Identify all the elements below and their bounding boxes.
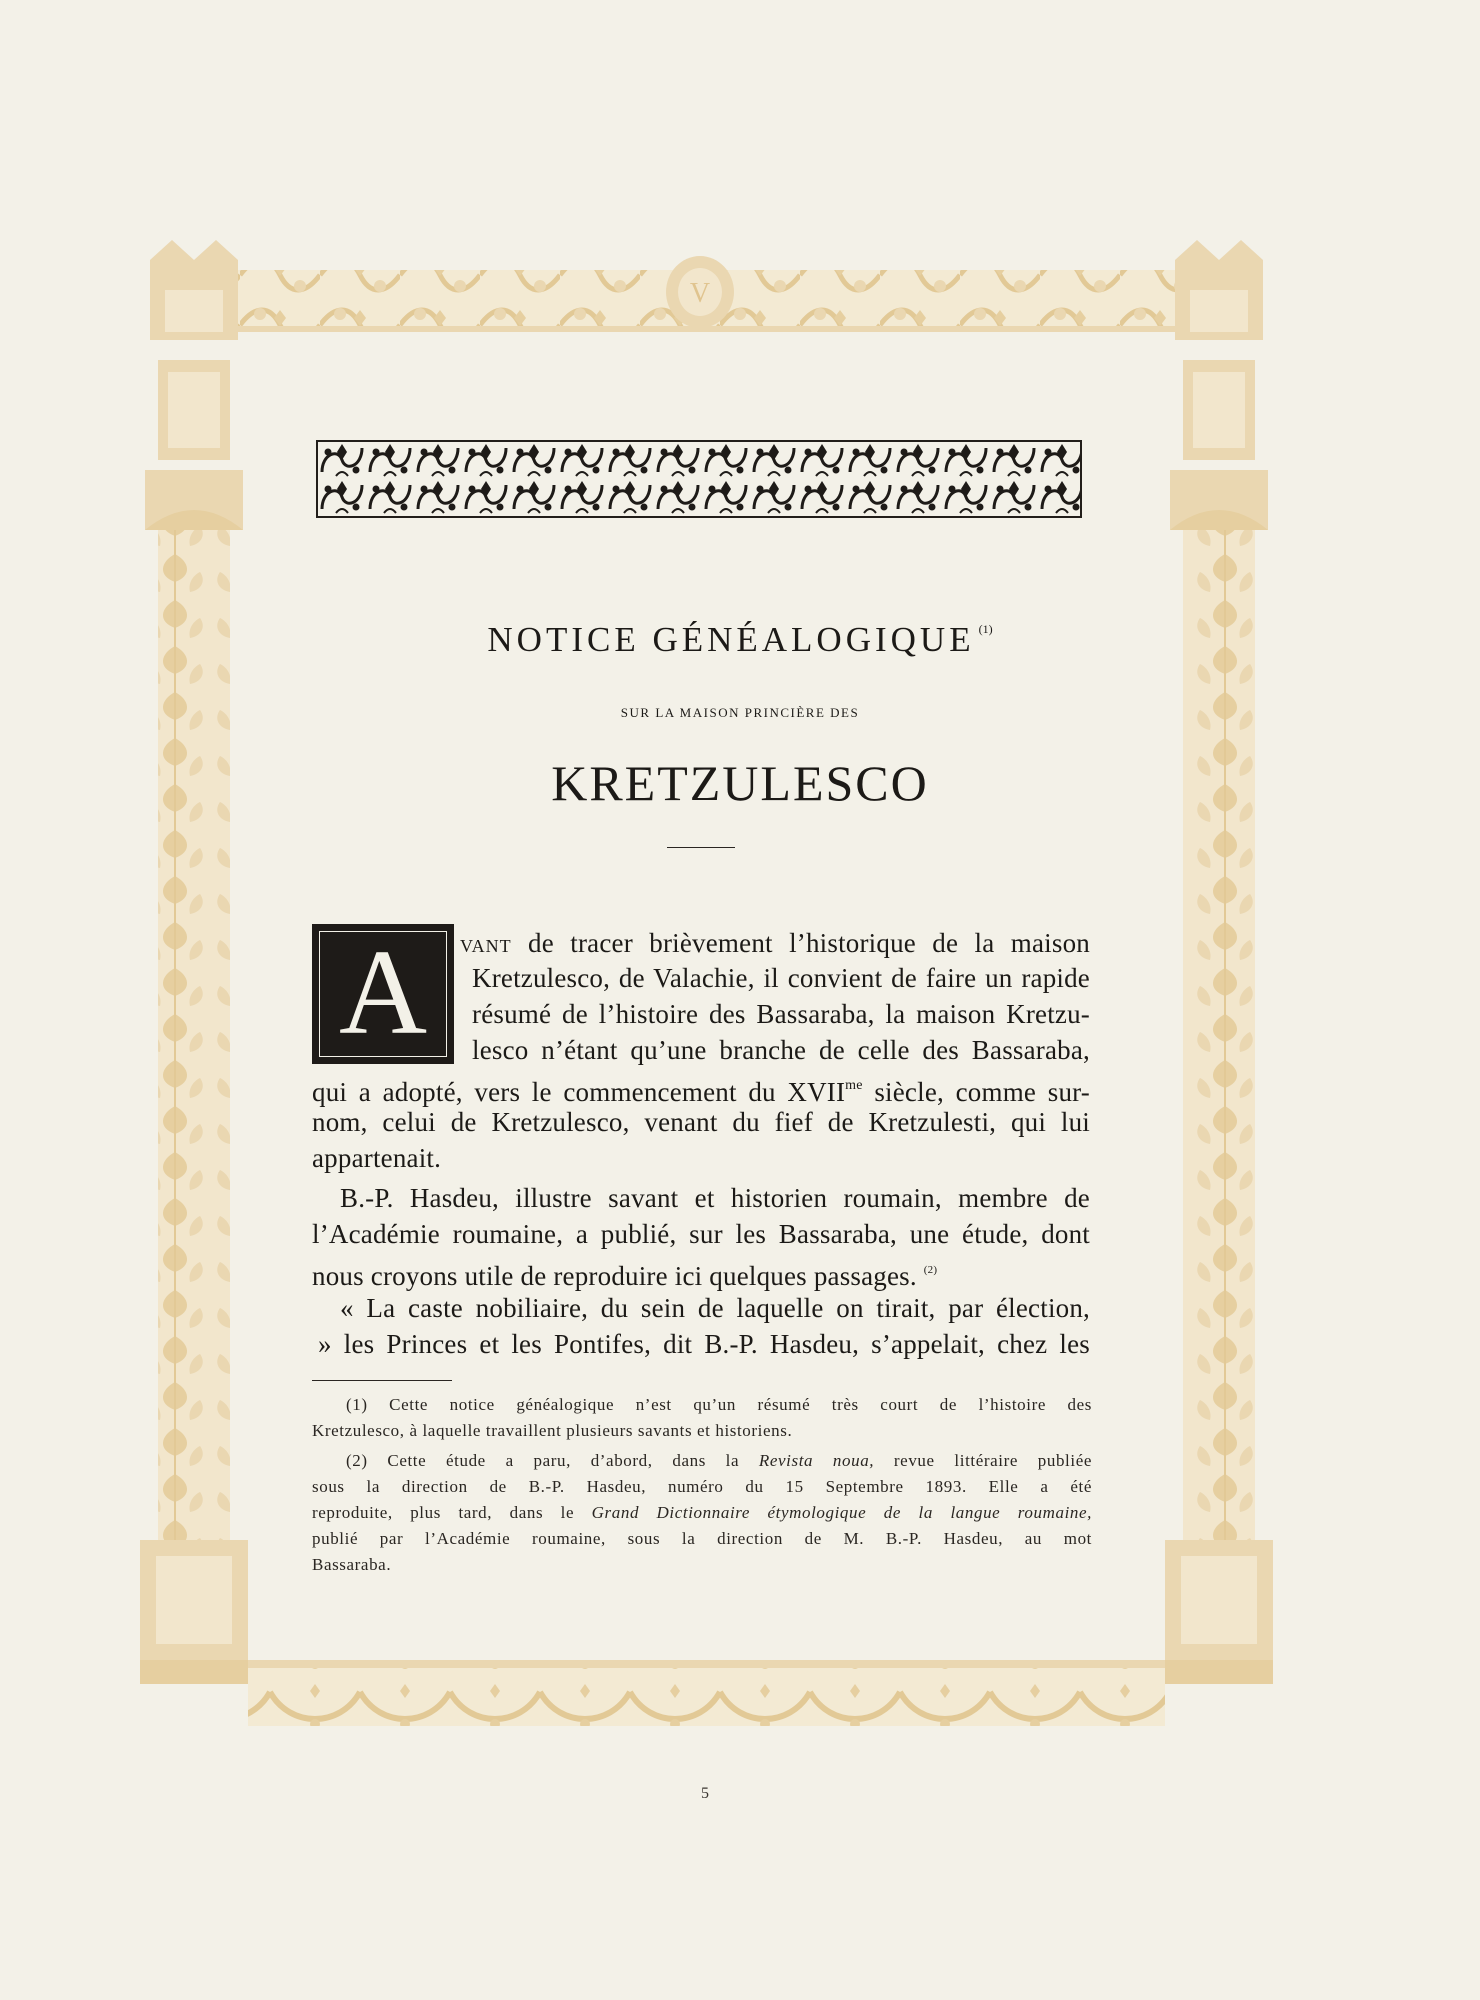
body-line: Kretzulesco, de Valachie, il convient de faire un rapide	[472, 963, 1090, 993]
footnote-line: Bassaraba.	[312, 1555, 392, 1574]
body-line: l’Académie roumaine, a publié, sur les Bassaraba, une étude, dont	[312, 1219, 1090, 1249]
document-title	[300, 620, 1180, 660]
body-line: B.-P. Hasdeu, illustre savant et historien roumain, membre de	[340, 1183, 1090, 1213]
headband-ornament	[316, 440, 1082, 518]
dropcap-initial	[312, 924, 454, 1064]
footnote-line	[346, 1448, 1092, 1474]
body-line: appartenait.	[312, 1143, 442, 1173]
line-text: de tracer brièvement l’historique de la maison	[528, 928, 1090, 958]
footnote-ref: (2)	[923, 1264, 938, 1276]
body-line	[312, 1253, 937, 1293]
smallcaps-word: VANT	[460, 936, 512, 956]
body-line	[312, 1069, 1090, 1109]
superscript: me	[845, 1078, 863, 1093]
footnote-divider	[312, 1380, 452, 1381]
svg-text:V: V	[689, 278, 711, 309]
dropcap-letter: A	[338, 925, 428, 1060]
footnote-italic: Grand Dictionnaire étymologique de la langue roumaine,	[591, 1503, 1092, 1522]
title-footnote-ref: (1)	[978, 622, 993, 636]
body-line: nom, celui de Kretzulesco, venant du fief de Kretzulesti, qui lui	[312, 1107, 1090, 1137]
subtitle: SUR LA MAISON PRINCIÈRE DES	[620, 705, 860, 720]
body-line: lesco n’étant qu’une branche de celle des Bassaraba,	[472, 1035, 1090, 1065]
footnote-text: reproduite, plus tard, dans le	[312, 1503, 592, 1522]
footnote-line	[312, 1500, 1092, 1526]
line-text: siècle, comme sur-	[862, 1077, 1090, 1107]
footnote-line: (1) Cette notice généalogique n’est qu’un résumé très court de l’histoire des	[346, 1395, 1092, 1414]
footnote-line: sous la direction de B.-P. Hasdeu, numéro du 15 Septembre 1893. Elle a été	[312, 1477, 1092, 1496]
footnote-text: (2) Cette étude a paru, d’abord, dans la	[346, 1451, 759, 1470]
line-text: nous croyons utile de reproduire ici quelques passages.	[312, 1261, 917, 1291]
page-number: 5	[701, 1785, 709, 1802]
body-line: résumé de l’histoire des Bassaraba, la maison Kretzu-	[472, 999, 1090, 1029]
line-text: qui a adopté, vers le commencement du XVII	[312, 1077, 846, 1107]
body-line: » les Princes et les Pontifes, dit B.-P. Hasdeu, s’appelait, chez les	[318, 1329, 1090, 1359]
footnote-line: publié par l’Académie roumaine, sous la direction de M. B.-P. Hasdeu, au mot	[312, 1529, 1092, 1548]
body-line: « La caste nobiliaire, du sein de laquelle on tirait, par élection,	[340, 1293, 1090, 1323]
body-line	[460, 926, 1090, 963]
house-name: KRETZULESCO	[551, 755, 929, 811]
title-divider	[667, 847, 735, 848]
footnote-italic: Revista noua,	[758, 1451, 875, 1470]
footnote-text: revue littéraire publiée	[874, 1451, 1092, 1470]
footnote-line: Kretzulesco, à laquelle travaillent plusieurs savants et historiens.	[312, 1421, 793, 1440]
title-text: NOTICE GÉNÉALOGIQUE	[487, 620, 975, 659]
